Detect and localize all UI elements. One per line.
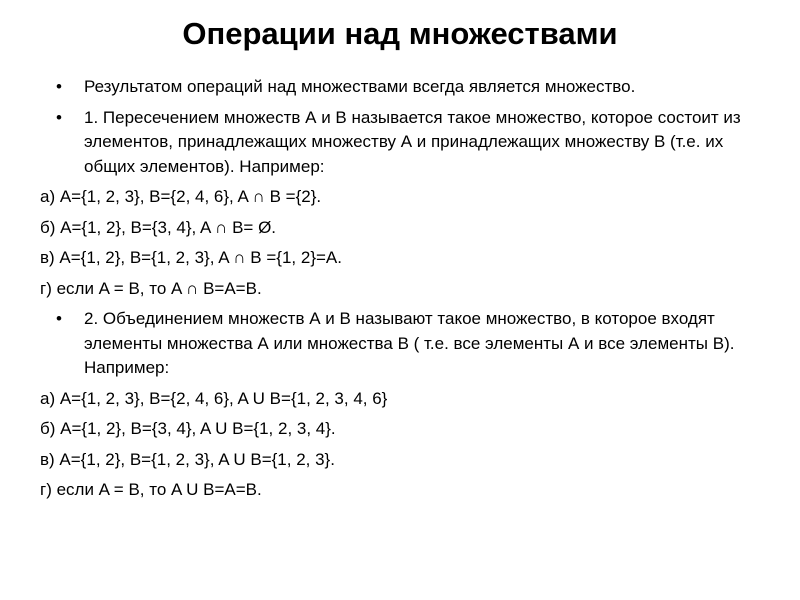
slide-title: Операции над множествами bbox=[182, 16, 618, 51]
example-line: г) если A = B, то A ∩ B=A=B. bbox=[40, 278, 262, 298]
bullet-dot: • bbox=[56, 107, 62, 127]
bullet-text: 1. Пересечением множеств А и В называется такое множество, которое состоит из элементов, принадлежащих множеству А и принадлежащих множеству В (т.е. их общих элементов). Например: bbox=[84, 107, 741, 176]
bullet-text: Результатом операций над множествами всегда является множество. bbox=[84, 77, 636, 96]
example-line: в) A={1, 2}, B={1, 2, 3}, A ∩ B ={1, 2}=A. bbox=[40, 248, 342, 267]
bullet-item bbox=[40, 307, 760, 381]
bullet-item bbox=[40, 106, 760, 180]
bullet-dot: • bbox=[56, 309, 62, 328]
example-line: а) A={1, 2, 3}, B={2, 4, 6}, A ∩ B ={2}. bbox=[40, 187, 322, 206]
bullet-dot: • bbox=[56, 77, 62, 96]
example-line: б) A={1, 2}, B={3, 4}, A U B={1, 2, 3, 4}. bbox=[40, 419, 336, 438]
slide-content bbox=[40, 75, 760, 509]
example-line: а) A={1, 2, 3}, B={2, 4, 6}, A U B={1, 2, 3, 4, 6} bbox=[40, 388, 388, 408]
bullet-text: 2. Объединением множеств А и В называют такое множество, в которое входят элементы множества А или множества В ( т.е. все элементы А и все элементы В). Например: bbox=[84, 309, 735, 377]
example-line: г) если A = B, то A U B=A=B. bbox=[40, 480, 262, 499]
example-line: в) A={1, 2}, B={1, 2, 3}, A U B={1, 2, 3}. bbox=[40, 449, 335, 469]
example-line: б) A={1, 2}, B={3, 4}, A ∩ B= Ø. bbox=[40, 217, 277, 237]
bullet-item bbox=[40, 75, 760, 100]
